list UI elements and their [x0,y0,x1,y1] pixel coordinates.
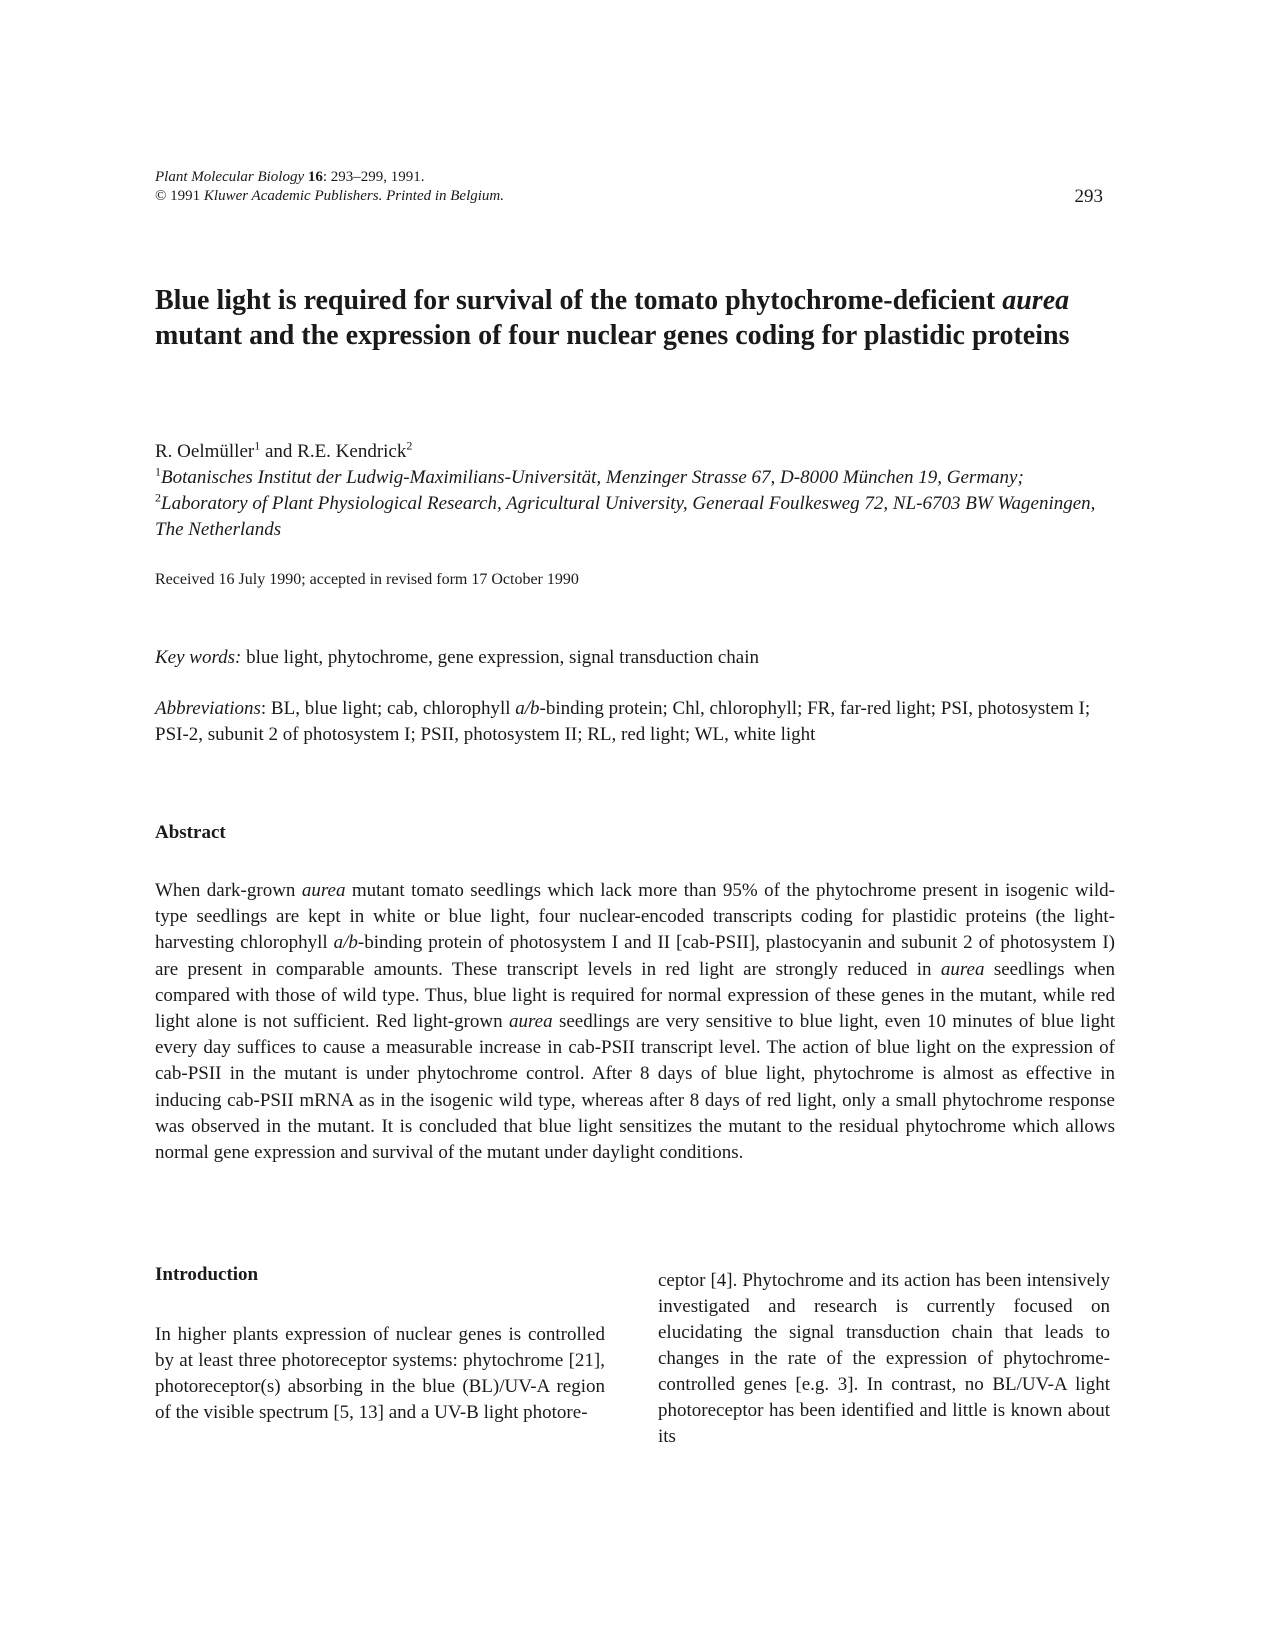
title-italic: aurea [1002,285,1070,316]
introduction-right-column: ceptor [4]. Phytochrome and its action has been intensively investigated and research is currently focused on elucidating the signal transduction chain that leads to changes in the rate of the expression of phytochrome-controlled genes [e.g. 3]. In contrast, no BL/UV-A light photoreceptor has been identified and little is known about its [658,1270,1110,1447]
authors-and: and [264,441,293,462]
journal-name: Plant Molecular Biology [155,169,305,185]
received-dates: Received 16 July 1990; accepted in revised form 17 October 1990 [155,571,579,588]
paper-title [155,283,1115,353]
abstract-s4: seedlings when compared with those of wild type. Thus, blue light is required for normal expression of these genes in the mutant, while red light alone is not sufficient. Red light-grown [155,958,1116,1033]
abbreviations-text-2: -binding protein; Chl, chlorophyll; FR, far-red light; PSI, photosystem I; PSI-2, subunit 2 of photosystem I; PSII, photosystem II; RL, red light; WL, white light [155,698,1091,745]
journal-line [155,168,504,187]
abbreviations-italic-ab: a/b [515,698,540,719]
author-2: R.E. Kendrick [297,441,407,462]
abstract-ab: a/b [333,932,358,954]
keywords-label: Key words: [155,647,242,668]
page-number: 293 [1074,186,1103,207]
abstract-aurea-3: aurea [508,1011,553,1033]
abbreviations-label: Abbreviations [155,698,261,719]
copyright-symbol: © [155,188,167,204]
abbreviations [155,696,1115,748]
affiliation-1: Botanisches Institut der Ludwig-Maximilians-Universität, Menzinger Strasse 67, D-8000 München 19, Germany; [161,467,1024,488]
authors [155,440,412,464]
abstract-heading: Abstract [155,822,226,843]
abstract-aurea-1: aurea [301,880,346,901]
affiliation-1-sup: 1 [155,464,161,479]
abstract-text [155,878,1115,1166]
abstract-s5: seedlings are very sensitive to blue light, even 10 minutes of blue light every day suffices to cause a measurable increase in cab-PSII transcript level. The action of blue light on the expression of cab-PSII in the mutant is under phytochrome control. After 8 days of blue light, phytochrome is almost as effective in inducing cab-PSII mRNA as in the isogenic wild type, whereas after 8 days of red light, only a small phytochrome response was observed in the mutant. It is concluded that blue light sensitizes the mutant to the residual phytochrome which allows normal gene expression and survival of the mutant under daylight conditions. [155,1011,1116,1164]
journal-pages-year: : 293–299, 1991. [322,169,425,185]
author-1-sup: 1 [254,438,261,453]
affiliations [155,465,1120,543]
copyright-line [155,187,504,206]
abstract-aurea-2: aurea [940,958,985,980]
publisher: Kluwer Academic Publishers. Printed in Belgium. [203,188,505,204]
abstract-s1: When dark-grown [155,880,296,901]
journal-volume: 16 [307,169,323,185]
journal-citation [155,168,504,206]
author-1: R. Oelmüller [155,441,255,462]
author-2-sup: 2 [406,438,413,453]
title-part-1: Blue light is required for survival of the tomato phytochrome-deficient [155,285,996,316]
introduction-heading: Introduction [155,1264,259,1285]
affiliation-2: Laboratory of Plant Physiological Research, Agricultural University, Generaal Foulkesweg 72, NL-6703 BW Wageningen, The Netherlands [155,493,1096,540]
abstract-s2: mutant tomato seedlings which lack more than 95% of the phytochrome present in isogenic wild-type seedlings are kept in white or blue light, four nuclear-encoded transcripts coding for plastidic proteins (the light-harvesting chlorophyll [155,880,1115,954]
abbreviations-text-1: : BL, blue light; cab, chlorophyll [260,698,511,719]
keywords-text: blue light, phytochrome, gene expression, signal transduction chain [246,647,760,668]
copyright-year: 1991 [170,188,201,204]
keywords [155,645,1115,671]
title-part-2: mutant and the expression of four nuclear genes coding for plastidic proteins [155,320,1070,351]
affiliation-2-sup: 2 [155,490,161,505]
abstract-s3: -binding protein of photosystem I and II [cab-PSII], plastocyanin and subunit 2 of photosystem I) are present in comparable amounts. These transcript levels in red light are strongly reduced in [155,932,1115,980]
introduction-left-column: In higher plants expression of nuclear genes is controlled by at least three photoreceptor systems: phytochrome [21], photoreceptor(s) absorbing in the blue (BL)/UV-A region of the visible spectrum [5, 13] and a UV-B light photore- [155,1324,605,1423]
